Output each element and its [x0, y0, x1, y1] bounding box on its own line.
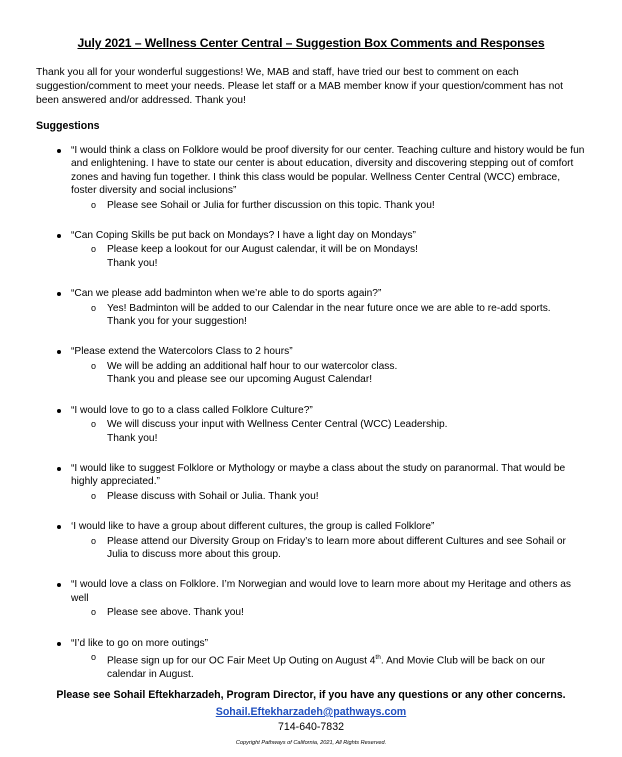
bullet-icon	[57, 292, 61, 296]
circle-bullet-icon: o	[91, 651, 97, 662]
circle-bullet-icon: o	[91, 199, 97, 210]
response-text: Please see above. Thank you!	[107, 607, 244, 619]
suggestion-response	[71, 535, 586, 562]
response-text	[107, 651, 586, 681]
list-item	[36, 520, 586, 561]
bullet-icon	[57, 350, 61, 354]
phone-number: 714-640-7832	[278, 721, 344, 733]
circle-bullet-icon: o	[91, 302, 97, 313]
suggestions-list	[36, 144, 586, 681]
list-item	[36, 404, 586, 445]
page-title: July 2021 – Wellness Center Central – Suggestion Box Comments and Responses	[77, 36, 545, 50]
response-text: We will be adding an additional half hour to our watercolor class.	[107, 360, 398, 372]
response-text: Please see Sohail or Julia for further discussion on this topic. Thank you!	[107, 199, 435, 211]
suggestion-response	[71, 243, 586, 270]
suggestions-heading: Suggestions	[36, 120, 100, 132]
suggestion-comment: ‘I would like to have a group about different cultures, the group is called Folklore”	[71, 521, 435, 533]
suggestion-comment: “I would love a class on Folklore. I’m Norwegian and would love to learn more about my Heritage and others as well	[71, 579, 572, 604]
response-text-post: . And Movie Club will be back on our calendar in August.	[107, 655, 546, 680]
suggestion-comment: “I would like to suggest Folklore or Mythology or maybe a class about the study on paranormal. That would be highly appreciated.”	[71, 462, 566, 488]
suggestion-response	[71, 418, 586, 445]
email-link[interactable]: Sohail.Eftekharzadeh@pathways.com	[215, 706, 407, 718]
suggestion-response	[71, 606, 586, 619]
suggestion-comment: “Can we please add badminton when we’re able to do sports again?”	[71, 288, 382, 300]
response-text: Please discuss with Sohail or Julia. Thank you!	[107, 490, 319, 502]
list-item	[36, 144, 586, 212]
list-item	[36, 229, 586, 270]
list-item	[36, 637, 586, 682]
list-item	[36, 578, 586, 619]
suggestion-comment: “Can Coping Skills be put back on Mondays? I have a light day on Mondays”	[71, 230, 416, 242]
ordinal-suffix: th	[375, 653, 381, 661]
circle-bullet-icon: o	[91, 607, 97, 618]
contact-line: Please see Sohail Eftekharzadeh, Program Director, if you have any questions or any other concerns.	[56, 689, 566, 701]
response-text-line2: Thank you and please see our upcoming August Calendar!	[107, 374, 373, 386]
list-item	[36, 462, 586, 503]
circle-bullet-icon: o	[91, 535, 97, 546]
circle-bullet-icon: o	[91, 490, 97, 501]
bullet-icon	[57, 467, 61, 471]
circle-bullet-icon: o	[91, 419, 97, 430]
suggestion-response	[71, 651, 586, 681]
circle-bullet-icon: o	[91, 360, 97, 371]
list-item	[36, 287, 586, 328]
intro-paragraph: Thank you all for your wonderful suggestions! We, MAB and staff, have tried our best to comment on each suggestion/comment to meet your needs. Please let staff or a MAB member know if your question/comment has not been answered and/or addressed. Thank you!	[36, 67, 563, 106]
list-item	[36, 345, 586, 386]
suggestion-response	[71, 490, 586, 503]
response-text: We will discuss your input with Wellness Center Central (WCC) Leadership.	[107, 419, 448, 431]
bullet-icon	[57, 583, 61, 587]
bullet-icon	[57, 234, 61, 238]
bullet-icon	[57, 642, 61, 646]
suggestion-response	[71, 199, 586, 212]
footer	[0, 688, 622, 748]
suggestion-comment: “I’d like to go on more outings”	[71, 637, 209, 649]
response-text: Please attend our Diversity Group on Friday’s to learn more about different Cultures and see Sohail or Julia to discuss more about this group.	[107, 535, 566, 560]
suggestion-comment: “I would love to go to a class called Folklore Culture?”	[71, 404, 313, 416]
suggestion-comment: “Please extend the Watercolors Class to 2 hours”	[71, 346, 293, 358]
response-text: Please keep a lookout for our August calendar, it will be on Mondays!	[107, 244, 418, 256]
bullet-icon	[57, 525, 61, 529]
response-text-pre: Please sign up for our OC Fair Meet Up Outing on August 4	[107, 655, 376, 667]
copyright-text: Copyright Pathways of California, 2021, All Rights Reserved.	[235, 740, 387, 746]
suggestion-response	[71, 360, 586, 387]
bullet-icon	[57, 149, 61, 153]
response-text-line2: Thank you!	[107, 257, 158, 269]
suggestion-response	[71, 302, 586, 329]
bullet-icon	[57, 409, 61, 413]
circle-bullet-icon: o	[91, 244, 97, 255]
response-text: Yes! Badminton will be added to our Calendar in the near future once we are able to re-add sports.	[107, 302, 551, 314]
response-text-line2: Thank you!	[107, 432, 158, 444]
response-text-line2: Thank you for your suggestion!	[107, 316, 247, 328]
suggestion-comment: “I would think a class on Folklore would be proof diversity for our center. Teaching culture and history would be fun and enlightening. I have to state our center is about education, diversity and discovering stepping out of comfort zones and having fun together. I think this class would be popular. Wellness Center Central (WCC) embrace, foster diversity and social inclusions”	[71, 145, 585, 197]
